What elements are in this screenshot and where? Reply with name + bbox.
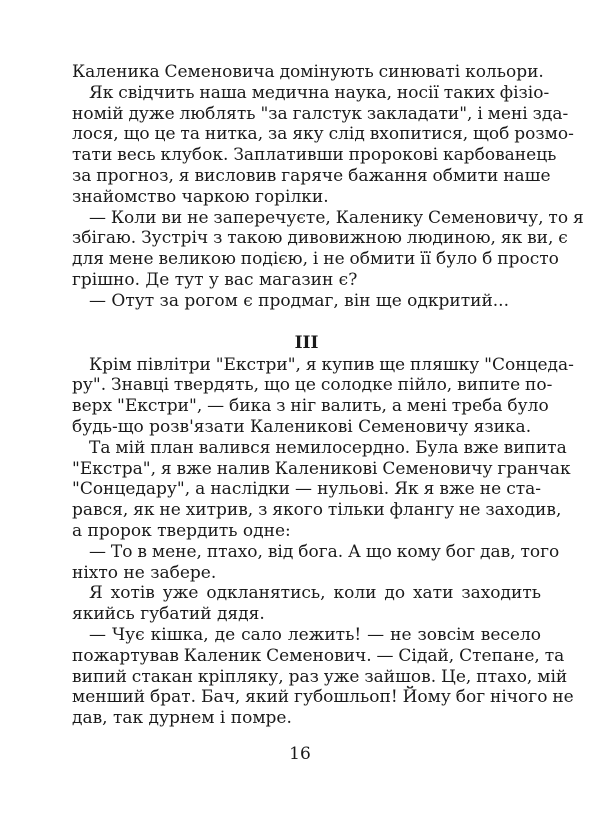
text-line: лося, що це та нитка, за яку слід вхопитися, щоб розмо- <box>72 124 574 145</box>
page-number: 16 <box>289 744 311 764</box>
text-line: верх "Екстри", — бика з ніг валить, а мені треба було <box>72 396 549 417</box>
text-line: грішно. Де тут у вас магазин є? <box>72 269 358 290</box>
text-line: номій дуже люблять "за галстук закладати", і мені зда- <box>72 103 569 124</box>
text-line: Як свідчить наша медична наука, носії таких фізіо- <box>89 82 550 103</box>
text-line: знайомство чаркою горілки. <box>72 186 329 207</box>
text-line: Та мій план валився немилосердно. Була вже випита <box>89 437 567 458</box>
text-line: а пророк твердить одне: <box>72 520 291 541</box>
text-line: — То в мене, птахо, від бога. А що кому бог дав, того <box>89 541 560 562</box>
paragraph <box>72 583 541 625</box>
text-line: якийсь губатий дядя. <box>72 604 265 625</box>
paragraph <box>72 437 571 542</box>
paragraph <box>72 62 574 208</box>
text-line: "Екстра", я вже налив Калениковi Семеновичу гранчак <box>72 458 571 479</box>
text-line: за прогноз, я висловив гаряче бажання обмити наше <box>72 165 551 186</box>
text-line: — Чує кішка, де сало лежить! — не зовсім весело <box>89 624 541 645</box>
text-line: — Отут за рогом є продмаг, він ще одкритий... <box>89 290 509 311</box>
text-line: ніхто не забере. <box>72 562 217 583</box>
paragraph <box>72 291 541 312</box>
text-line: ру". Знавці твердять, що це солодке пійло, випите по- <box>72 375 553 396</box>
text-line: дав, так дурнем і помре. <box>72 708 292 729</box>
text-line: для мене великою подією, і не обмити її було б просто <box>72 249 559 270</box>
paragraph <box>72 354 574 438</box>
text-line: будь-що розв'язати Калениковi Семеновичу язика. <box>72 416 532 437</box>
text-line: менший брат. Бач, який губошльоп! Йому бог нічого не <box>72 687 574 708</box>
text-line: Крім півлітри "Екстри", я купив ще пляшку "Сонцеда- <box>89 354 574 375</box>
paragraph <box>72 624 574 729</box>
text-line: "Сонцедару", а наслідки — нульові. Як я вже не ста- <box>72 479 541 500</box>
text-line: Каленика Семеновича домінують синюваті кольори. <box>72 62 544 82</box>
text-line: тати весь клубок. Заплативши пророкові карбованець <box>72 145 557 166</box>
page-body-text <box>72 62 584 729</box>
paragraph <box>72 207 584 291</box>
text-line: випий стакан кріпляку, раз уже зайшов. Це, птахо, мій <box>72 666 568 687</box>
text-line: рався, як не хитрив, з якого тільки флангу не заходив, <box>72 500 562 521</box>
paragraph <box>72 541 560 584</box>
text-line: Я хотів уже одкланятись, коли до хати заходить <box>89 583 541 604</box>
text-line: пожартував Каленик Семенович. — Сідай, Степане, та <box>72 645 565 666</box>
text-line: збігаю. Зустріч з такою дивовижною людиною, як ви, є <box>72 228 568 249</box>
section-heading: III <box>294 332 319 353</box>
text-line: — Коли ви не заперечуєте, Каленику Семеновичу, то я <box>89 207 584 228</box>
